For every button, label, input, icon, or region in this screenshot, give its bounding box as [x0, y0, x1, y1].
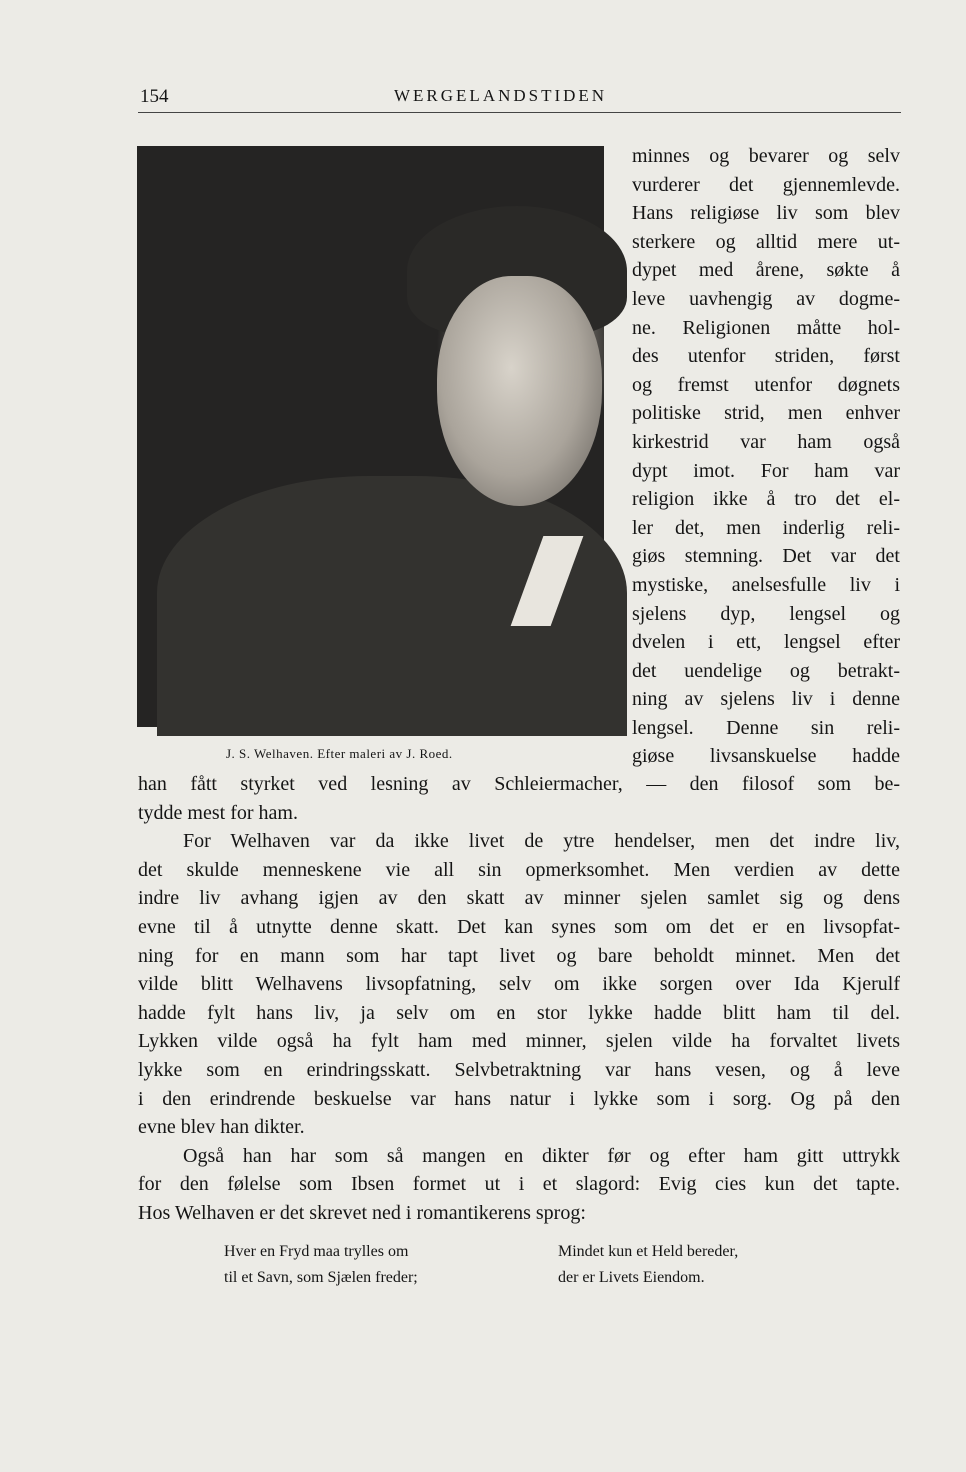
- poem-stanza-left: [224, 1239, 418, 1291]
- text-line: det skulde menneskene vie all sin opmerksomhet. Men verdien av dette: [138, 858, 900, 881]
- text-line: ning for en mann som har tapt livet og bare beholdt minnet. Men det: [138, 944, 900, 967]
- text-line: det uendelige og betrakt-: [632, 659, 900, 682]
- text-line: lykke som en erindringsskatt. Selvbetraktning var hans vesen, og å leve: [138, 1058, 900, 1081]
- text-line: des utenfor striden, først: [632, 345, 900, 368]
- text-line: i den erindrende beskuelse var hans natur i lykke som i sorg. Og på den: [138, 1087, 900, 1110]
- text-line: vurderer det gjennemlevde.: [632, 173, 900, 196]
- text-line: giøs stemning. Det var det: [632, 545, 900, 568]
- text-line: dvelen i ett, lengsel efter: [632, 631, 900, 654]
- text-line: sjelens dyp, lengsel og: [632, 602, 900, 625]
- text-line: leve uavhengig av dogme-: [632, 287, 900, 310]
- header-rule: [138, 112, 901, 113]
- figure-caption: J. S. Welhaven. Efter maleri av J. Roed.: [226, 746, 453, 761]
- text-line: dypet med årene, søkte å: [632, 259, 900, 282]
- text-line: Også han har som så mangen en dikter før og efter ham gitt uttrykk: [183, 1144, 900, 1167]
- text-line: Hos Welhaven er det skrevet ned i romantikerens sprog:: [138, 1201, 586, 1224]
- text-line: hadde fylt hans liv, ja selv om en stor lykke hadde blitt ham til del.: [138, 1001, 900, 1024]
- text-line: Lykken vilde også ha fylt ham med minner, sjelen vilde ha forvaltet livets: [138, 1030, 900, 1053]
- text-line: religion ikke å tro det el-: [632, 488, 900, 511]
- poem-line: til et Savn, som Sjælen freder;: [224, 1269, 418, 1286]
- text-line: for den følelse som Ibsen formet ut i et slagord: Evig cies kun det tapte.: [138, 1173, 900, 1196]
- text-line: sterkere og alltid mere ut-: [632, 230, 900, 253]
- text-line: Hans religiøse liv som blev: [632, 202, 900, 225]
- poem-line: Mindet kun et Held bereder,: [558, 1243, 739, 1260]
- portrait-face: [437, 276, 602, 506]
- text-line: kirkestrid var ham også: [632, 430, 900, 453]
- text-line: indre liv avhang igjen av den skatt av minner sjelen samlet sig og dens: [138, 887, 900, 910]
- text-line: han fått styrket ved lesning av Schleiermacher, — den filosof som be-: [138, 773, 900, 795]
- portrait-photo: [137, 146, 604, 727]
- text-line: ning av sjelens liv i denne: [632, 688, 900, 711]
- text-line: ne. Religionen måtte hol-: [632, 316, 900, 339]
- text-line: evne til å utnytte denne skatt. Det kan synes som om det er en livsopfat-: [138, 915, 900, 938]
- text-line: For Welhaven var da ikke livet de ytre hendelser, men det indre liv,: [183, 830, 900, 853]
- text-line: tydde mest for ham.: [138, 801, 298, 824]
- text-line: evne blev han dikter.: [138, 1116, 305, 1139]
- text-line: minnes og bevarer og selv: [632, 145, 900, 167]
- text-line: vilde blitt Welhavens livsopfatning, selv om ikke sorgen over Ida Kjerulf: [138, 973, 900, 996]
- page-number: 154: [140, 86, 169, 107]
- text-line: mystiske, anelsesfulle liv i: [632, 573, 900, 596]
- text-line: og fremst utenfor døgnets: [632, 373, 900, 396]
- poem-line: der er Livets Eiendom.: [558, 1269, 705, 1286]
- running-title: WERGELANDSTIDEN: [394, 86, 608, 105]
- poem-line: Hver en Fryd maa trylles om: [224, 1243, 409, 1260]
- text-line: dypt imot. For ham var: [632, 459, 900, 482]
- text-line: ler det, men inderlig reli-: [632, 516, 900, 539]
- body-text: [138, 770, 900, 1228]
- text-line: giøse livsanskuelse hadde: [632, 745, 900, 768]
- poem-stanza-right: [558, 1239, 738, 1291]
- text-line: lengsel. Denne sin reli-: [632, 716, 900, 739]
- column-text: [632, 142, 900, 771]
- text-line: politiske strid, men enhver: [632, 402, 900, 425]
